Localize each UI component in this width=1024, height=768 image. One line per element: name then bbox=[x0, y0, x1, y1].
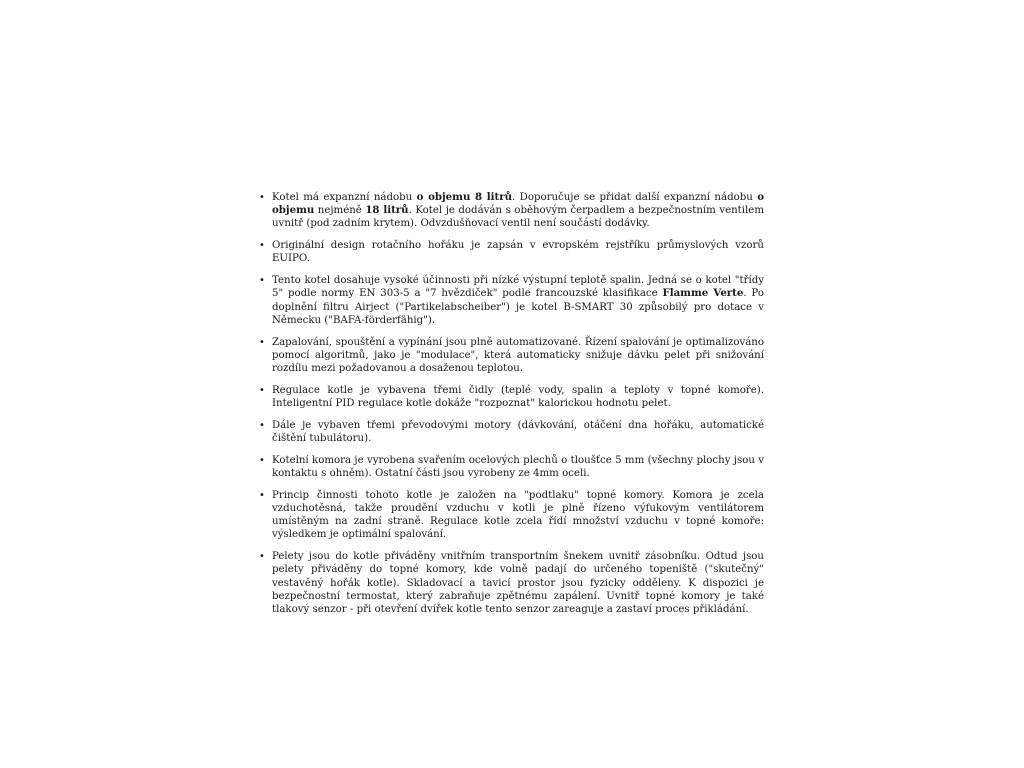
list-item: • Tento kotel dosahuje vysoké účinnosti při nízké výstupní teplotě spalin. Jedná se o kotel "třídy 5" podle normy EN 303-5 a "7 hvězdiček" podle francouzské klasifikace Flamme Verte. Po doplnění filtru Airject ("Partikelabscheiber") je kotel B-SMART 30 způsobilý pro dotace v Německu ("BAFA-förderfähig"). bbox=[258, 274, 764, 327]
list-item: • Kotel má expanzní nádobu o objemu 8 litrů. Doporučuje se přidat další expanzní nádobu o objemu nejméně 18 litrů. Kotel je dodáván s oběhovým čerpadlem a bezpečnostním ventilem uvnitř (pod zadním krytem). Odvzdušňovací ventil není součástí dodávky. bbox=[258, 191, 764, 231]
list-item: • Zapalování, spouštění a vypínání jsou plně automatizované. Řízení spalování je optimalizováno pomocí algoritmů, jako je "modulace", která automaticky snižuje dávku pelet při snižování rozdílu mezi požadovanou a dosaženou teplotou. bbox=[258, 336, 764, 376]
list-item: • Dále je vybaven třemi převodovými motory (dávkování, otáčení dna hořáku, automatické čištění tubulátoru). bbox=[258, 419, 764, 445]
list-item: • Originální design rotačního hořáku je zapsán v evropském rejstříku průmyslových vzorů EUIPO. bbox=[258, 239, 764, 265]
list-item: • Kotelní komora je vyrobena svařením ocelových plechů o tloušťce 5 mm (všechny plochy jsou v kontaktu s ohněm). Ostatní části jsou vyrobeny ze 4mm oceli. bbox=[258, 454, 764, 480]
list-item: • Pelety jsou do kotle přiváděny vnitřním transportním šnekem uvnitř zásobníku. Odtud jsou pelety přiváděny do topné komory, kde volně padají do určeného topeniště ("skutečný" vestavěný hořák kotle). Skladovací a tavicí prostor jsou fyzicky odděleny. K dispozici je bezpečnostní termostat, který zabraňuje zpětnému zapálení. Uvnitř topné komory je také tlakový senzor - při otevření dvířek kotle tento senzor zareaguje a zastaví proces přikládání. bbox=[258, 550, 764, 616]
list-item: • Princip činnosti tohoto kotle je založen na "podtlaku" topné komory. Komora je zcela vzduchotěsná, takže proudění vzduchu v kotli je plně řízeno výfukovým ventilátorem umístěným na zadní straně. Regulace kotle zcela řídí množství vzduchu v topné komoře: výsledkem je optimální spalování. bbox=[258, 489, 764, 542]
document-page bbox=[258, 191, 764, 625]
feature-list bbox=[258, 191, 764, 616]
list-item: • Regulace kotle je vybavena třemi čidly (teplé vody, spalin a teploty v topné komoře). Inteligentní PID regulace kotle dokáže "rozpoznat" kalorickou hodnotu pelet. bbox=[258, 384, 764, 410]
